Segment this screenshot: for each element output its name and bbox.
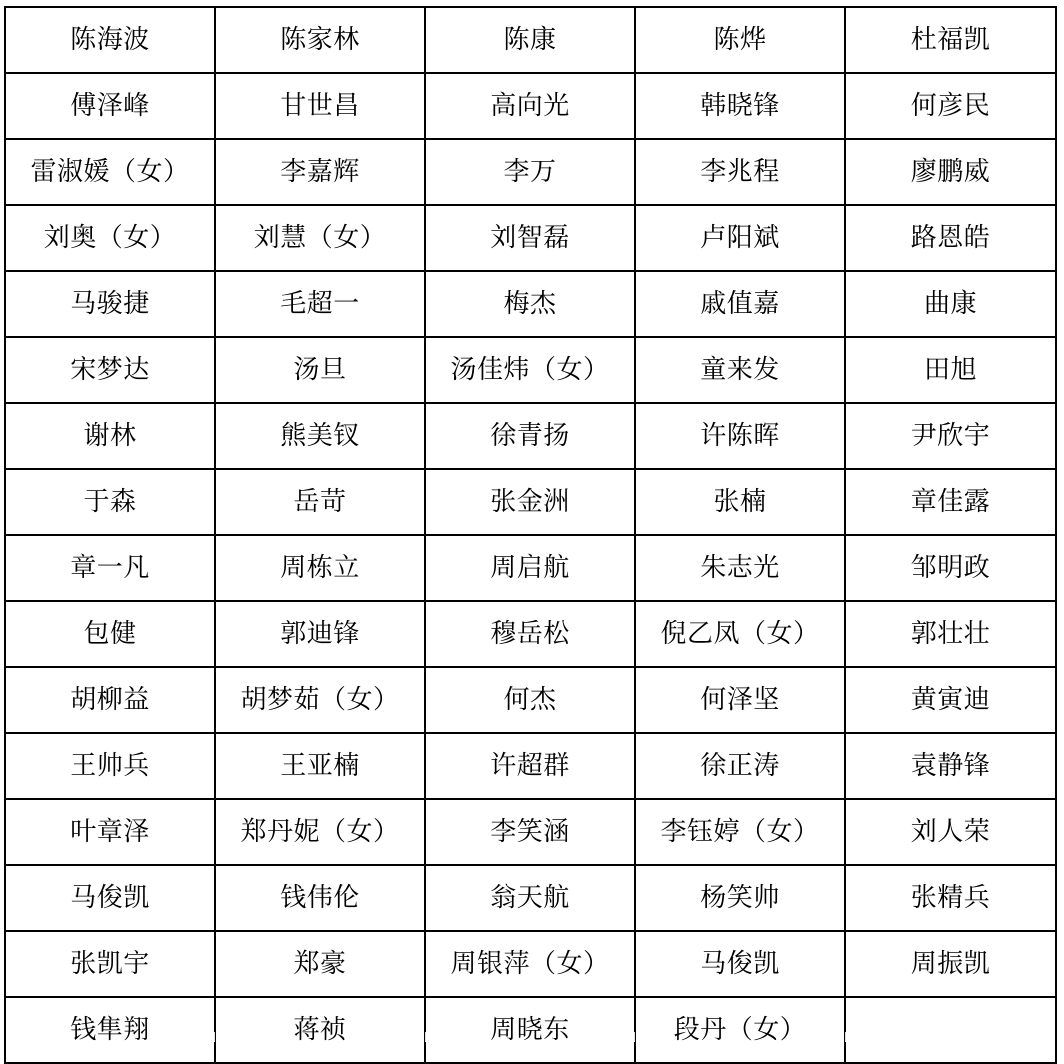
name-cell: 童来发 — [635, 337, 845, 403]
name-cell: 徐正涛 — [635, 733, 845, 799]
name-cell: 李万 — [425, 139, 635, 205]
table-row — [5, 931, 1056, 997]
name-cell: 刘人荣 — [845, 799, 1056, 865]
name-cell: 张金洲 — [425, 469, 635, 535]
name-cell: 熊美钗 — [215, 403, 425, 469]
name-cell: 田旭 — [845, 337, 1056, 403]
name-cell: 高向光 — [425, 73, 635, 139]
name-cell: 陈家林 — [215, 7, 425, 73]
name-cell: 毛超一 — [215, 271, 425, 337]
name-cell: 刘慧（女） — [215, 205, 425, 271]
empty-cell — [845, 997, 1056, 1063]
name-cell: 周振凯 — [845, 931, 1056, 997]
table-row — [5, 73, 1056, 139]
name-cell: 许陈晖 — [635, 403, 845, 469]
name-cell: 黄寅迪 — [845, 667, 1056, 733]
name-cell: 叶章泽 — [5, 799, 215, 865]
table-row — [5, 337, 1056, 403]
name-cell: 傅泽峰 — [5, 73, 215, 139]
table-row — [5, 601, 1056, 667]
name-cell: 倪乙凤（女） — [635, 601, 845, 667]
name-cell: 路恩皓 — [845, 205, 1056, 271]
name-cell: 王帅兵 — [5, 733, 215, 799]
name-cell: 张精兵 — [845, 865, 1056, 931]
name-cell: 雷淑媛（女） — [5, 139, 215, 205]
table-row — [5, 865, 1056, 931]
page-guide-line — [845, 1032, 846, 1042]
table-row — [5, 799, 1056, 865]
name-cell: 尹欣宇 — [845, 403, 1056, 469]
name-cell: 李笑涵 — [425, 799, 635, 865]
name-cell: 陈康 — [425, 7, 635, 73]
name-cell: 许超群 — [425, 733, 635, 799]
name-cell: 包健 — [5, 601, 215, 667]
name-cell: 戚值嘉 — [635, 271, 845, 337]
name-cell: 韩晓锋 — [635, 73, 845, 139]
table-row — [5, 205, 1056, 271]
name-cell: 张凯宇 — [5, 931, 215, 997]
name-cell: 章一凡 — [5, 535, 215, 601]
name-cell: 周晓东 — [425, 997, 635, 1063]
table-row — [5, 403, 1056, 469]
name-cell: 郭壮壮 — [845, 601, 1056, 667]
name-cell: 胡柳益 — [5, 667, 215, 733]
name-cell: 岳苛 — [215, 469, 425, 535]
name-cell: 杜福凯 — [845, 7, 1056, 73]
name-cell: 陈海波 — [5, 7, 215, 73]
table-row — [5, 469, 1056, 535]
name-cell: 蒋祯 — [215, 997, 425, 1063]
name-cell: 穆岳松 — [425, 601, 635, 667]
name-cell: 郑豪 — [215, 931, 425, 997]
name-cell: 翁天航 — [425, 865, 635, 931]
name-cell: 于森 — [5, 469, 215, 535]
name-cell: 杨笑帅 — [635, 865, 845, 931]
name-cell: 马俊凯 — [635, 931, 845, 997]
table-row — [5, 733, 1056, 799]
name-cell: 朱志光 — [635, 535, 845, 601]
name-cell: 宋梦达 — [5, 337, 215, 403]
table-row — [5, 997, 1056, 1063]
name-cell: 李兆程 — [635, 139, 845, 205]
name-cell: 郑丹妮（女） — [215, 799, 425, 865]
name-cell: 卢阳斌 — [635, 205, 845, 271]
name-cell: 谢林 — [5, 403, 215, 469]
name-cell: 汤旦 — [215, 337, 425, 403]
name-cell: 何彦民 — [845, 73, 1056, 139]
name-roster-body — [5, 7, 1056, 1063]
name-cell: 李嘉辉 — [215, 139, 425, 205]
table-row — [5, 139, 1056, 205]
name-roster-table — [4, 6, 1057, 1064]
table-row — [5, 535, 1056, 601]
name-cell: 刘奥（女） — [5, 205, 215, 271]
name-cell: 何泽坚 — [635, 667, 845, 733]
name-cell: 胡梦茹（女） — [215, 667, 425, 733]
name-cell: 廖鹏威 — [845, 139, 1056, 205]
name-cell: 马俊凯 — [5, 865, 215, 931]
name-cell: 周银萍（女） — [425, 931, 635, 997]
table-row — [5, 667, 1056, 733]
name-cell: 何杰 — [425, 667, 635, 733]
name-cell: 梅杰 — [425, 271, 635, 337]
table-row — [5, 7, 1056, 73]
page-guide-line — [214, 1032, 215, 1042]
name-cell: 马骏捷 — [5, 271, 215, 337]
name-cell: 袁静锋 — [845, 733, 1056, 799]
name-cell: 郭迪锋 — [215, 601, 425, 667]
table-row — [5, 271, 1056, 337]
name-cell: 周启航 — [425, 535, 635, 601]
name-cell: 汤佳炜（女） — [425, 337, 635, 403]
name-cell: 甘世昌 — [215, 73, 425, 139]
name-cell: 王亚楠 — [215, 733, 425, 799]
page-guide-line — [425, 1032, 426, 1042]
name-cell: 陈烨 — [635, 7, 845, 73]
name-cell: 李钰婷（女） — [635, 799, 845, 865]
name-cell: 章佳露 — [845, 469, 1056, 535]
name-cell: 钱隼翔 — [5, 997, 215, 1063]
name-cell: 徐青扬 — [425, 403, 635, 469]
name-cell: 刘智磊 — [425, 205, 635, 271]
name-cell: 周栋立 — [215, 535, 425, 601]
name-cell: 曲康 — [845, 271, 1056, 337]
page-guide-line — [634, 1032, 635, 1042]
name-cell: 邹明政 — [845, 535, 1056, 601]
name-cell: 张楠 — [635, 469, 845, 535]
name-cell: 钱伟伦 — [215, 865, 425, 931]
name-cell: 段丹（女） — [635, 997, 845, 1063]
